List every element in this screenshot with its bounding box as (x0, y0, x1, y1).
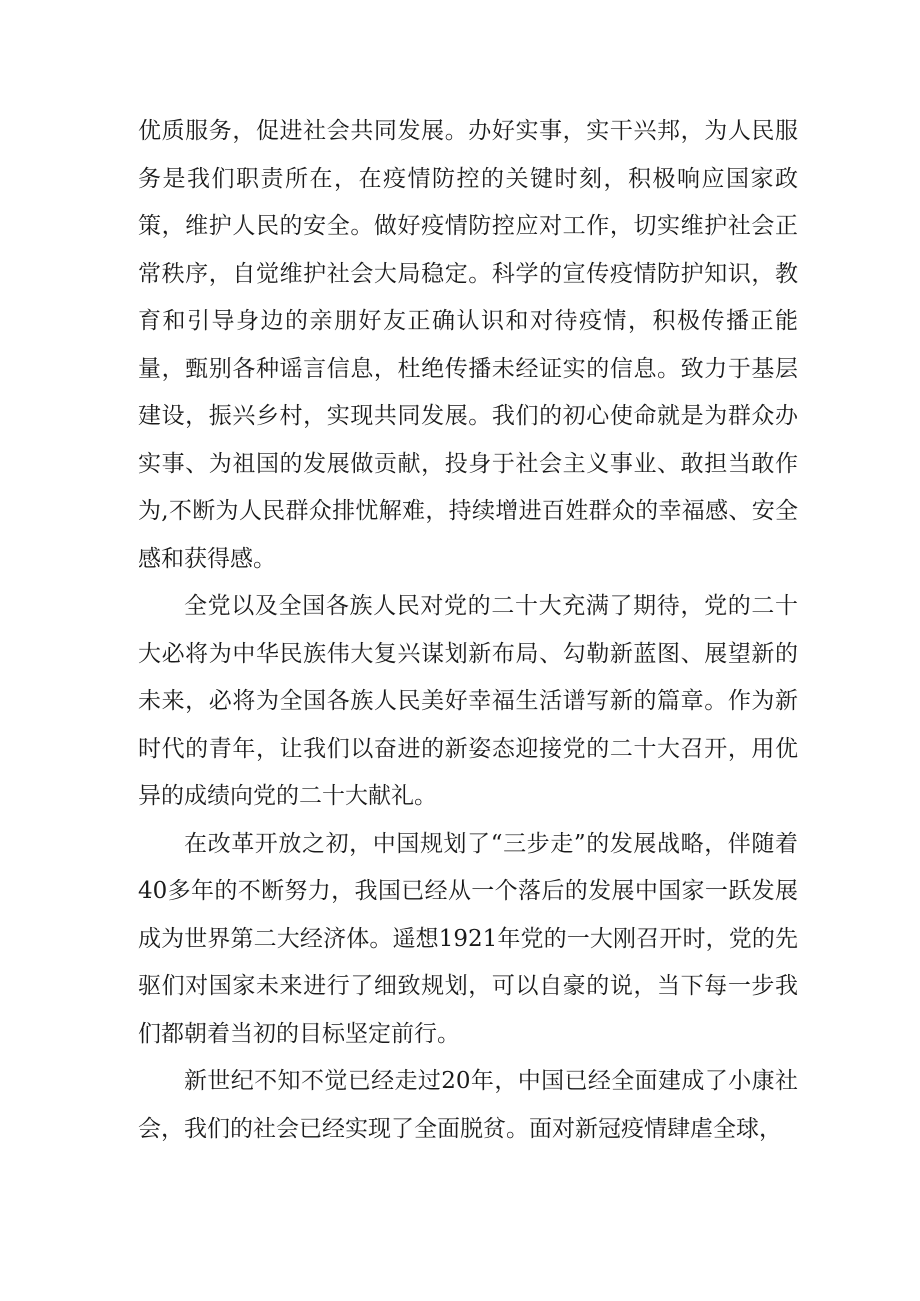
paragraph-3: 在改革开放之初，中国规划了“三步走”的发展战略，伴随着40多年的不断努力，我国已经从一个落后的发展中国家一跃发展成为世界第二大经济体。遥想1921年党的一大刚召开时，党的先驱们对国家未来进行了细致规划，可以自豪的说，当下每一步我们都朝着当初的目标坚定前行。 (138, 830, 798, 1047)
paragraph-1: 优质服务，促进社会共同发展。办好实事，实干兴邦，为人民服务是我们职责所在，在疫情防控的关键时刻，积极响应国家政策，维护人民的安全。做好疫情防控应对工作，切实维护社会正常秩序，自觉维护社会大局稳定。科学的宣传疫情防护知识，教育和引导身边的亲朋好友正确认识和对待疫情，积极传播正能量，甄别各种谣言信息，杜绝传播未经证实的信息。致力于基层建设，振兴乡村，实现共同发展。我们的初心使命就是为群众办实事、为祖国的发展做贡献，投身于社会主义事业、敢担当敢作为,不断为人民群众排忧解难，持续增进百姓群众的幸福感、安全感和获得感。 (138, 118, 798, 572)
body-text (138, 108, 798, 1153)
paragraph-2: 全党以及全国各族人民对党的二十大充满了期待，党的二十大必将为中华民族伟大复兴谋划新布局、勾勒新蓝图、展望新的未来，必将为全国各族人民美好幸福生活谱写新的篇章。作为新时代的青年，让我们以奋进的新姿态迎接党的二十大召开，用优异的成绩向党的二十大献礼。 (138, 593, 798, 809)
paragraph-4: 新世纪不知不觉已经走过20年，中国已经全面建成了小康社会，我们的社会已经实现了全面脱贫。面对新冠疫情肆虐全球， (138, 1068, 798, 1142)
